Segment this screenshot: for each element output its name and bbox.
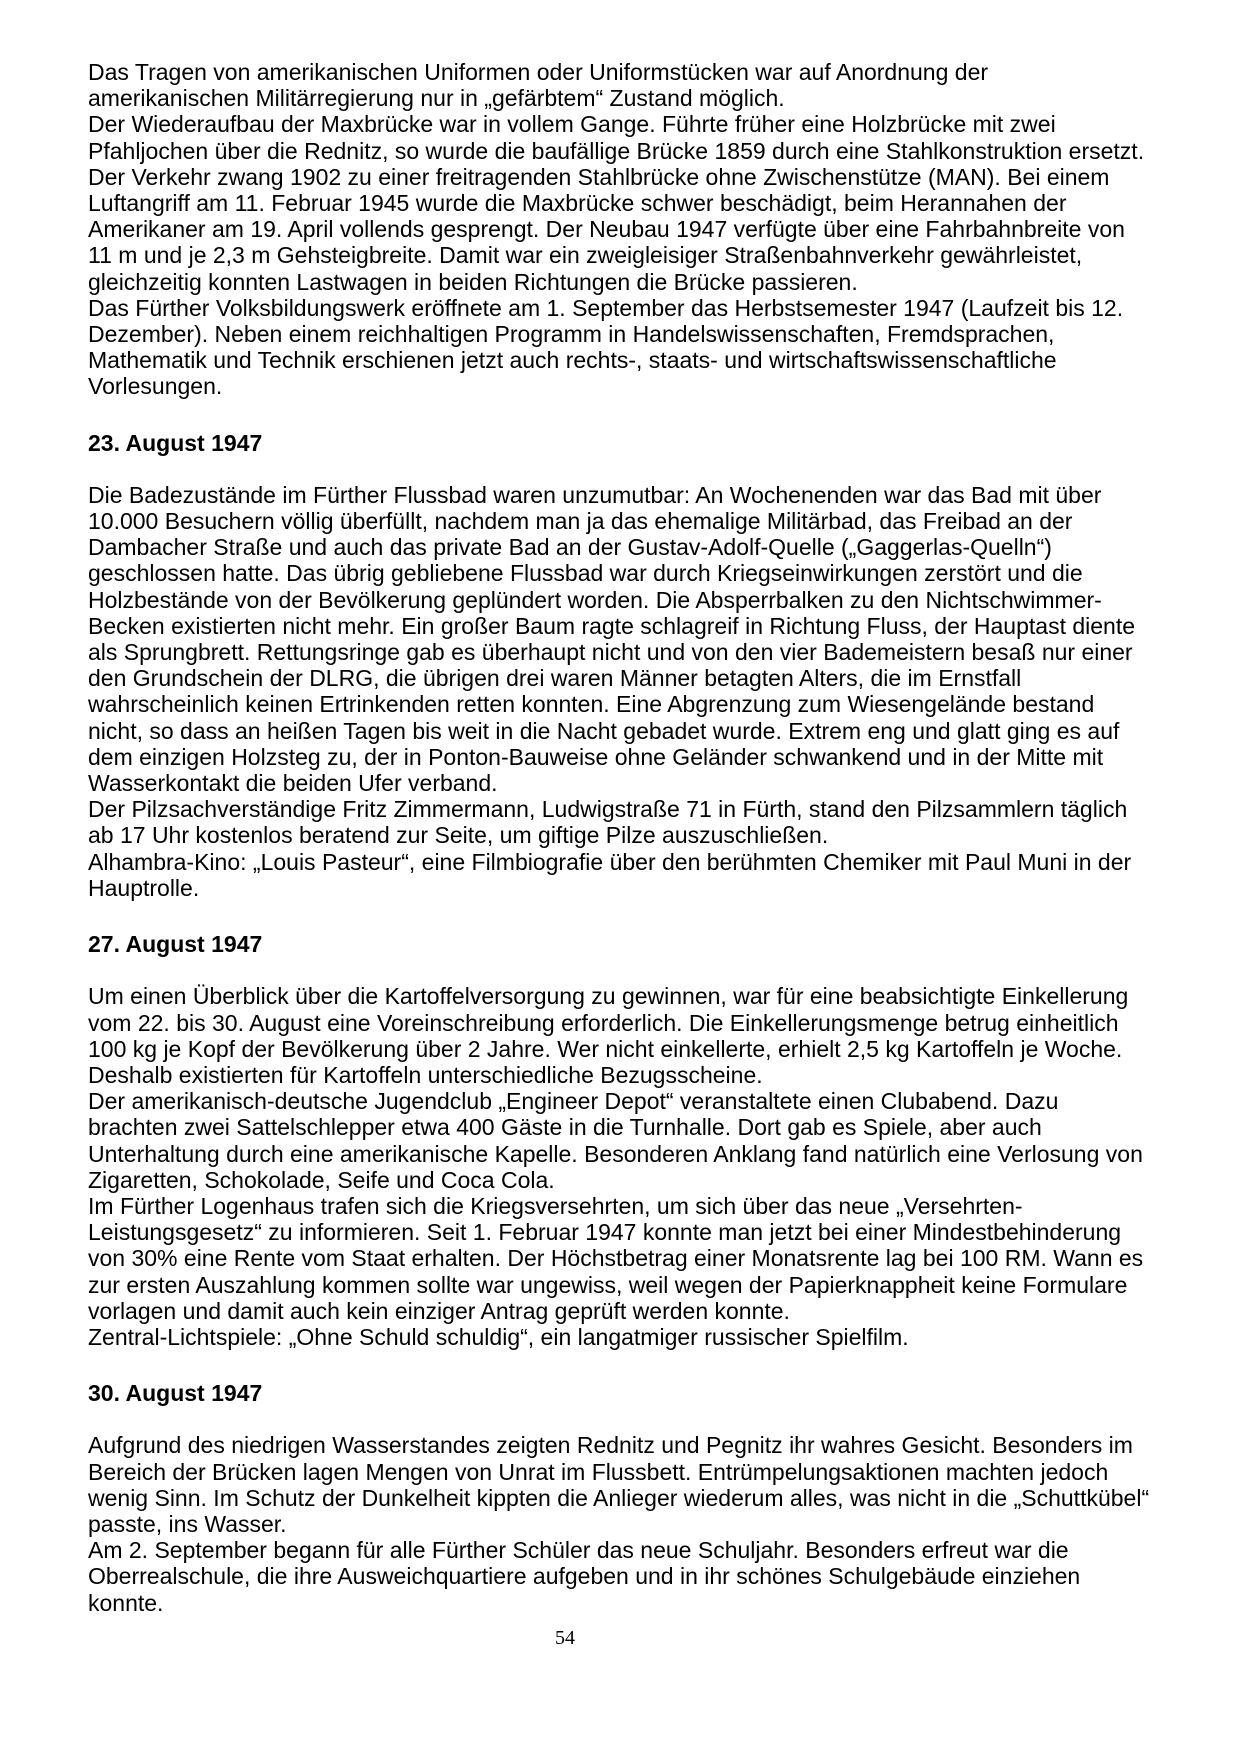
paragraph: Der Pilzsachverständige Fritz Zimmermann, Ludwigstraße 71 in Fürth, stand den Pilzsammlern täglich ab 17 Uhr kostenlos beratend zur Seite, um giftige Pilze auszuschließen. (88, 796, 1128, 849)
paragraph: Der amerikanisch-deutsche Jugendclub „Engineer Depot“ veranstaltete einen Clubabend. Dazu brachten zwei Sattelschlepper etwa 400 Gäste in die Turnhalle. Dort gab es Spiele, aber auch Unterhaltung durch eine amerikanische Kapelle. Besonderen Anklang fand natürlich eine Verlosung von Zigaretten, Schokolade, Seife und Coca Cola. (88, 1088, 1143, 1193)
paragraph: Am 2. September begann für alle Fürther Schüler das neue Schuljahr. Besonders erfreut war die Oberrealschule, die ihre Ausweichquartiere aufgeben und in ihr schönes Schulgebäude einziehen konnte. (88, 1537, 1081, 1616)
document-page (88, 59, 1150, 1650)
paragraph: Das Fürther Volksbildungswerk eröffnete am 1. September das Herbstsemester 1947 (Laufzeit bis 12. Dezember). Neben einem reichhaltigen Programm in Handelswissenschaften, Fremdsprachen, Mathematik und Technik erschienen jetzt auch rechts-, staats- und wirtschaftswissenschaftliche Vorlesungen. (88, 294, 1124, 400)
date-heading: 27. August 1947 (88, 931, 263, 958)
paragraph: Der Wiederaufbau der Maxbrücke war in vollem Gange. Führte früher eine Holzbrücke mit zwei Pfahljochen über die Rednitz, so wurde die baufällige Brücke 1859 durch eine Stahlkonstruktion ersetzt. Der Verkehr zwang 1902 zu einer freitragenden Stahlbrücke ohne Zwischenstütze (MAN). Bei einem Luftangriff am 11. Februar 1945 wurde die Maxbrücke schwer beschädigt, beim Herannahen der Amerikaner am 19. April vollends gesprengt. Der Neubau 1947 verfügte über eine Fahrbahnbreite von 11 m und je 2,3 m Gehsteigbreite. Damit war ein zweigleisiger Straßenbahnverkehr gewährleistet, gleichzeitig konnten Lastwagen in beiden Richtungen die Brücke passieren. (88, 111, 1145, 295)
paragraph: Die Badezustände im Fürther Flussbad waren unzumutbar: An Wochenenden war das Bad mit über 10.000 Besuchern völlig überfüllt, nachdem man ja das ehemalige Militärbad, das Freibad an der Dambacher Straße und auch das private Bad an der Gustav-Adolf-Quelle („Gaggerlas-Quelln“) geschlossen hatte. Das übrig gebliebene Flussbad war durch Kriegseinwirkungen zerstört und die Holzbestände von der Bevölkerung geplündert worden. Die Absperrbalken zu den Nichtschwimmer-Becken existierten nicht mehr. Ein großer Baum ragte schlagreif in Richtung Fluss, der Hauptast diente als Sprungbrett. Rettungsringe gab es überhaupt nicht und von den vier Bademeistern besaß nur einer den Grundschein der DLRG, die übrigen drei waren Männer betagten Alters, die im Ernstfall wahrscheinlich keinen Ertrinkenden retten konnten. Eine Abgrenzung zum Wiesengelände bestand nicht, so dass an heißen Tagen bis weit in die Nacht gebadet wurde. Extrem eng und glatt ging es auf dem einzigen Holzsteg zu, der in Ponton-Bauweise ohne Geländer schwankend und in der Mitte mit Wasserkontakt die beiden Ufer verband. (88, 481, 1136, 797)
page-number: 54 (555, 1626, 575, 1649)
paragraph: Im Fürther Logenhaus trafen sich die Kriegsversehrten, um sich über das neue „Versehrten-Leistungsgesetz“ zu informieren. Seit 1. Februar 1947 konnte man jetzt bei einer Mindestbehinderung von 30% eine Rente vom Staat erhalten. Der Höchstbetrag einer Monatsrente lag bei 100 RM. Wann es zur ersten Auszahlung kommen sollte war ungewiss, weil wegen der Papierknappheit keine Formulare vorlagen und damit auch kein einziger Antrag geprüft werden konnte. (88, 1192, 1144, 1324)
paragraph: Aufgrund des niedrigen Wasserstandes zeigten Rednitz und Pegnitz ihr wahres Gesicht. Besonders im Bereich der Brücken lagen Mengen von Unrat im Flussbett. Entrümpelungsaktionen machten jedoch wenig Sinn. Im Schutz der Dunkelheit kippten die Anlieger wiederum alles, was nicht in die „Schuttkübel“ passte, ins Wasser. (88, 1432, 1150, 1537)
date-heading: 23. August 1947 (88, 429, 263, 456)
paragraph: Um einen Überblick über die Kartoffelversorgung zu gewinnen, war für eine beabsichtigte Einkellerung vom 22. bis 30. August eine Voreinschreibung erforderlich. Die Einkellerungsmenge betrug einheitlich 100 kg je Kopf der Bevölkerung über 2 Jahre. Wer nicht einkellerte, erhielt 2,5 kg Kartoffeln je Woche. Deshalb existierten für Kartoffeln unterschiedliche Bezugsscheine. (88, 983, 1129, 1088)
paragraph: Zentral-Lichtspiele: „Ohne Schuld schuldig“, ein langatmiger russischer Spielfilm. (88, 1323, 909, 1350)
date-heading: 30. August 1947 (88, 1380, 263, 1407)
paragraph: Das Tragen von amerikanischen Uniformen oder Uniformstücken war auf Anordnung der amerikanischen Militärregierung nur in „gefärbtem“ Zustand möglich. (88, 59, 989, 112)
paragraph: Alhambra-Kino: „Louis Pasteur“, eine Filmbiografie über den berühmten Chemiker mit Paul Muni in der Hauptrolle. (88, 848, 1132, 901)
